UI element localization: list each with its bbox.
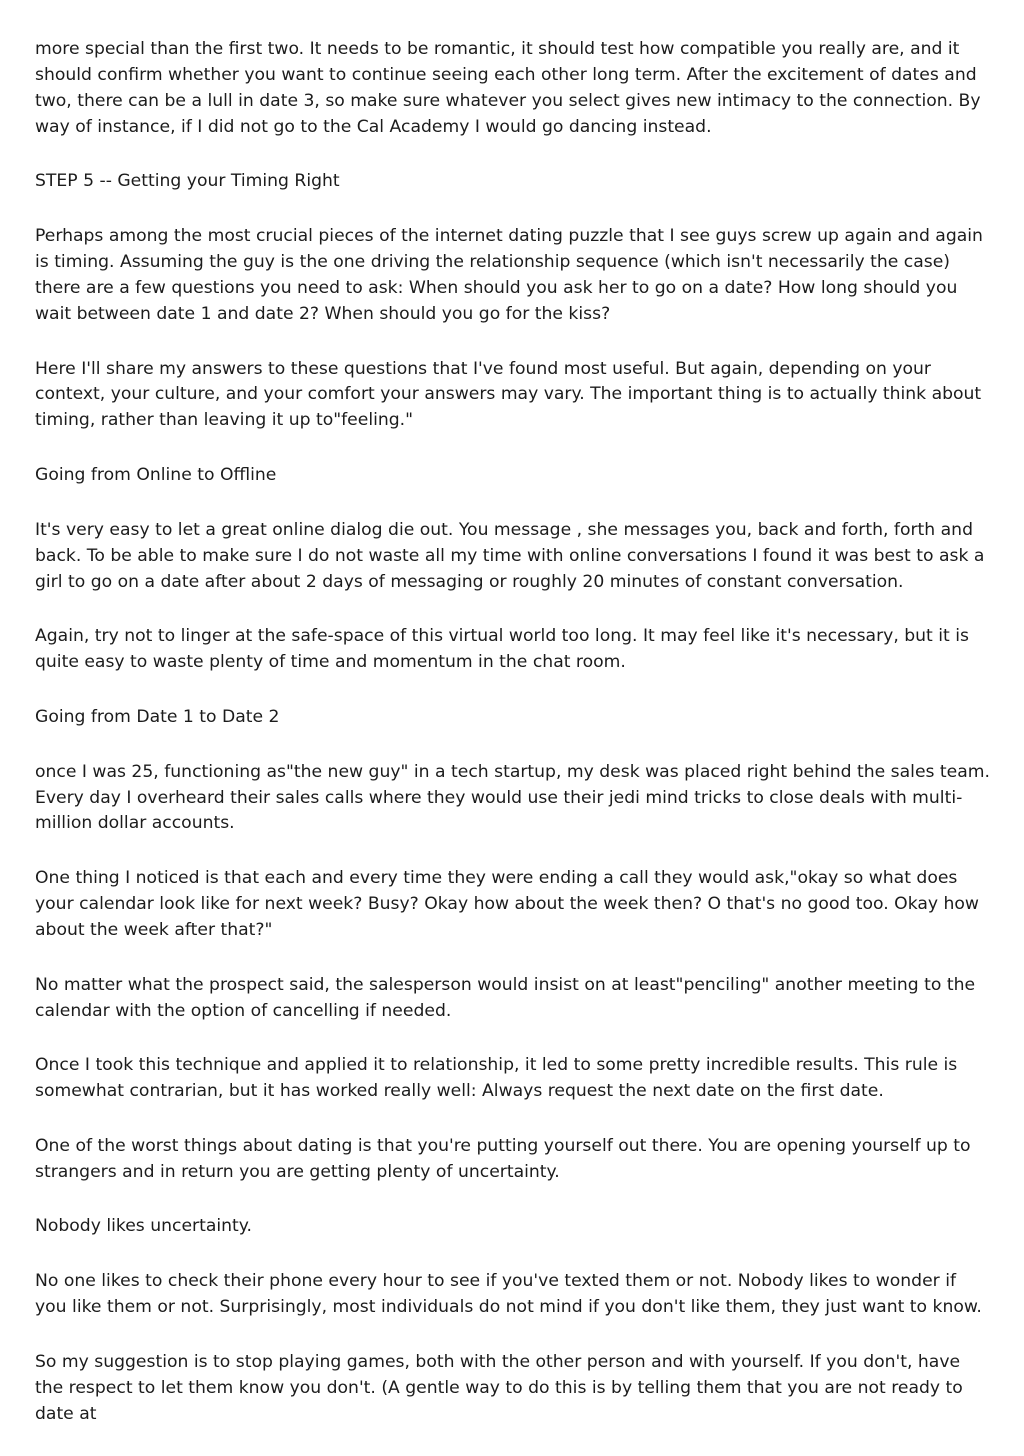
paragraph: Here I'll share my answers to these questions that I've found most useful. But again, depending on your context, your culture, and your comfort your answers may vary. The important thing is to actually think about timing, rather than leaving it up to"feeling." xyxy=(35,358,982,431)
paragraph: One of the worst things about dating is that you're putting yourself out there. You are opening yourself up to strangers and in return you are getting plenty of uncertainty. xyxy=(35,1135,971,1182)
subheading-online-to-offline: Going from Online to Offline xyxy=(35,465,277,486)
paragraph: more special than the first two. It needs to be romantic, it should test how compatible you really are, and it should confirm whether you want to continue seeing each other long term. After the excitement of dates and two, there can be a lull in date 3, so make sure whatever you select gives new intimacy to the connection. By way of instance, if I did not go to the Cal Academy I would go dancing instead. xyxy=(35,39,981,137)
section-heading-step-5: STEP 5 -- Getting your Timing Right xyxy=(35,171,340,192)
paragraph: One thing I noticed is that each and every time they were ending a call they would ask,"okay so what does your calendar look like for next week? Busy? Okay how about the week then? O that's no good too. Okay how about the week after that?" xyxy=(35,868,979,940)
paragraph: Again, try not to linger at the safe-space of this virtual world too long. It may feel like it's necessary, but it is quite easy to waste plenty of time and momentum in the chat room. xyxy=(35,626,969,673)
paragraph: So my suggestion is to stop playing games, both with the other person and with yourself. If you don't, have the respect to let them know you don't. (A gentle way to do this is by telling them that you are not ready to date at xyxy=(35,1351,963,1424)
paragraph: No matter what the prospect said, the salesperson would insist on at least"penciling" another meeting to the calendar with the option of cancelling if needed. xyxy=(35,974,976,1021)
paragraph: once I was 25, functioning as"the new guy" in a tech startup, my desk was placed right behind the sales team. Every day I overheard their sales calls where they would use their jedi mind tricks to close deals with multi-million dollar accounts. xyxy=(35,761,990,834)
paragraph: It's very easy to let a great online dialog die out. You message , she messages you, back and forth, forth and back. To be able to make sure I do not waste all my time with online conversations I found it was best to ask a girl to go on a date after about 2 days of messaging or roughly 20 minutes of constant conversation. xyxy=(35,519,985,592)
document-body xyxy=(35,37,993,1456)
paragraph: Nobody likes uncertainty. xyxy=(35,1216,252,1237)
paragraph: Perhaps among the most crucial pieces of the internet dating puzzle that I see guys screw up again and again is timing. Assuming the guy is the one driving the relationship sequence (which isn't necessarily the case) there are a few questions you need to ask: When should you ask her to go on a date? How long should you wait between date 1 and date 2? When should you go for the kiss? xyxy=(35,226,983,324)
paragraph: Once I took this technique and applied it to relationship, it led to some pretty incredible results. This rule is somewhat contrarian, but it has worked really well: Always request the next date on the first date. xyxy=(35,1055,958,1102)
paragraph: No one likes to check their phone every hour to see if you've texted them or not. Nobody likes to wonder if you like them or not. Surprisingly, most individuals do not mind if you don't like them, they just want to know. xyxy=(35,1271,982,1318)
subheading-date-1-to-date-2: Going from Date 1 to Date 2 xyxy=(35,706,280,727)
